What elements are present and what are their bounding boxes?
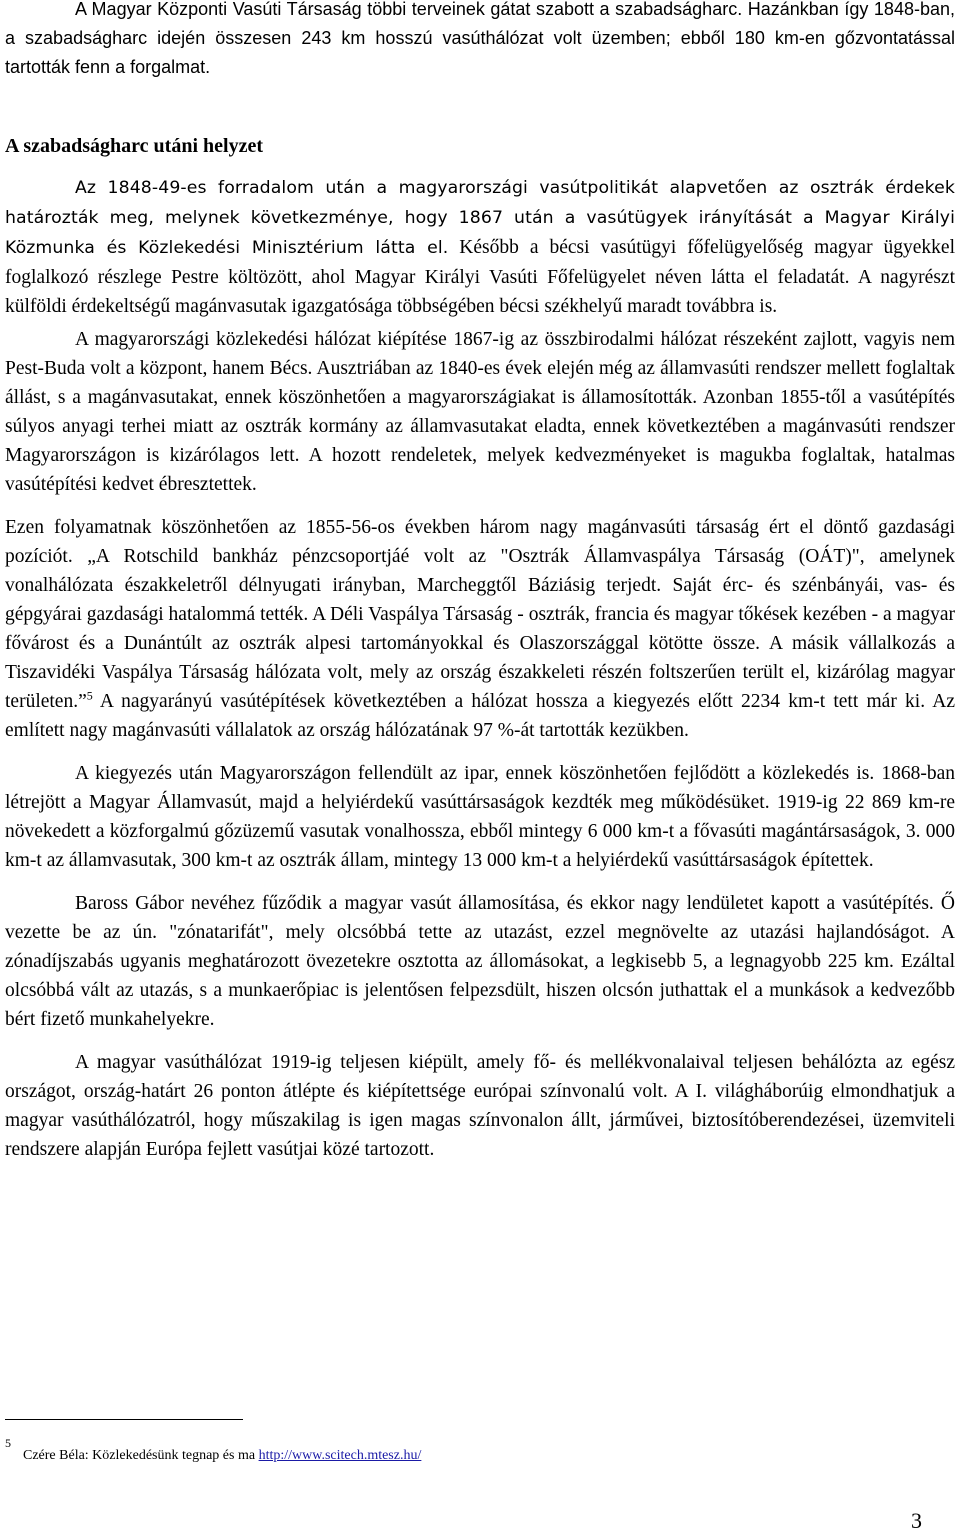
document-page bbox=[5, 0, 955, 1164]
paragraph-after-compromise: A kiegyezés után Magyarországon fellendült az ipar, ennek köszönhetően fejlődött a közlekedés is. 1868-ban létrejött a Magyar Államvasút, majd a helyiérdekű vasúttársaságok kezdték meg működésüket. 1919-ig 22 869 km-re növekedett a közforgalmú gőzüzemű vasutak vonalhossza, ebből mintegy 6 000 km-t a fővasúti magántársaságok, 3. 000 km-t az államvasutak, 300 km-t az osztrák állam, mintegy 13 000 km-t a helyiérdekű vasúttársaságok építettek. bbox=[5, 763, 955, 871]
page-number: 3 bbox=[911, 1508, 922, 1533]
paragraph-network-complete: A magyar vasúthálózat 1919-ig teljesen kiépült, amely fő- és mellékvonalaival teljesen behálózta az egész országot, ország-határt 26 ponton átlépte és kiépítettsége európai színvonalú volt. A I. világháborúig elmondhatjuk a magyar vasúthálózatról, hogy műszakilag is igen magas színvonalon állt, járművei, biztosítóberendezései, üzemviteli rendszere alapján Európa fejlett vasútjai közé tartozott. bbox=[5, 1052, 955, 1160]
paragraph-private-companies-main: Ezen folyamatnak köszönhetően az 1855-56-os években három nagy magánvasúti társaság ért el döntő gazdasági pozíciót. „A Rotschild bankház pénzcsoportjáé volt az "Osztrák Államvaspálya Társaság (OÁT)", amelynek vonalhálózata északkeletről délnyugati irányban, Marcheggtől Báziásig terjedt. Saját érc- és szénbányái, vas- és gépgyárai gazdasági hatalommá tették. A Déli Vaspálya Társaság - osztrák, francia és magyar tőkések kezében - a magyar fővárost és a Dunántúlt az osztrák alpesi tartományokkal és Olaszországgal kötötte össze. A másik vállalkozás a Tiszavidéki Vaspálya Társaság hálózata volt, mely az ország északkeleti részén foltszerűen terült el, kizárólag magyar területen.” bbox=[5, 517, 955, 712]
paragraph-network-building: A magyarországi közlekedési hálózat kiépítése 1867-ig az összbirodalmi hálózat részeként zajlott, vagyis nem Pest-Buda volt a központ, hanem Bécs. Ausztriában az 1840-es évek elején még az államvasúti rendszer mellett foglaltak állást, s a magánvasutakat, ennek köszönhetően a magyarországiakat is államosították. Azonban 1855-től a vasútépítés súlyos anyagi terhei miatt az osztrák kormány az államvasutakat eladta, ennek következtében a magánvasúti rendszer Magyarországon is kizárólagos lett. A hozott rendeletek, melyek kedvezményeket is magukba foglaltak, hatalmas vasútépítési kedvet ébresztettek. bbox=[5, 329, 955, 495]
paragraph-private-companies bbox=[5, 513, 955, 745]
footnote-link[interactable]: http://www.scitech.mtesz.hu/ bbox=[258, 1448, 422, 1463]
footnote-divider bbox=[5, 1419, 243, 1420]
paragraph-political-background bbox=[5, 173, 955, 321]
paragraph-intro: A Magyar Központi Vasúti Társaság többi terveinek gátat szabott a szabadságharc. Hazánkban így 1848-ban, a szabadságharc idején összesen 243 km hosszú vasúthálózat volt üzemben; ebből 180 km-en gőzvontatással tartották fenn a forgalmat. bbox=[5, 0, 955, 77]
footnote bbox=[23, 1448, 421, 1464]
footnote-reference: 5 bbox=[86, 688, 93, 703]
paragraph-private-companies-rest: A nagyarányú vasútépítések következtében a hálózat hossza a kiegyezés előtt 2234 km-t tett már ki. Az említett nagy magánvasúti vállalatok az ország hálózatának 97 %-át tartották kezükben. bbox=[5, 691, 955, 741]
paragraph-political-background-lead: Az 1848-49-es forradalom után a magyarországi vasútpolitikát alapvetően az osztrák érdekek határozták meg, melynek következménye, hogy 1867 után a vasútügyek irányítását a Magyar Királyi Közmunka és Közlekedési Minisztérium látta el. bbox=[5, 178, 955, 258]
footnote-text: Czére Béla: Közlekedésünk tegnap és ma bbox=[23, 1448, 259, 1463]
paragraph-political-background-rest: Később a bécsi vasútügyi főfelügyelőség magyar ügyekkel foglalkozó részlege Pestre költözött, ahol Magyar Királyi Vasúti Főfelügyelet néven látta el feladatát. A nagyrészt külföldi érdekeltségű magánvasutak igazgatósága többségében bécsi székhelyű maradt továbbra is. bbox=[5, 237, 955, 317]
section-heading: A szabadságharc utáni helyzet bbox=[5, 135, 263, 157]
footnote-number: 5 bbox=[5, 1436, 11, 1450]
paragraph-baross: Baross Gábor nevéhez fűződik a magyar vasút államosítása, és ekkor nagy lendületet kapott a vasútépítés. Ő vezette be az ún. "zónatarifát", mely olcsóbbá tette az utazást, ezzel megnövelte az utazási hajlandóságot. A zónadíjszabás ugyanis meghatározott övezetekre osztotta az állomásokat, a legkisebb 5, a legnagyobb 225 km. Ezáltal olcsóbbá vált az utazás, s a munkaerőpiac is jelentősen felpezsdült, hiszen olcsón juthattak el a munkások a kedvezőbb bért fizető munkahelyekre. bbox=[5, 893, 955, 1030]
